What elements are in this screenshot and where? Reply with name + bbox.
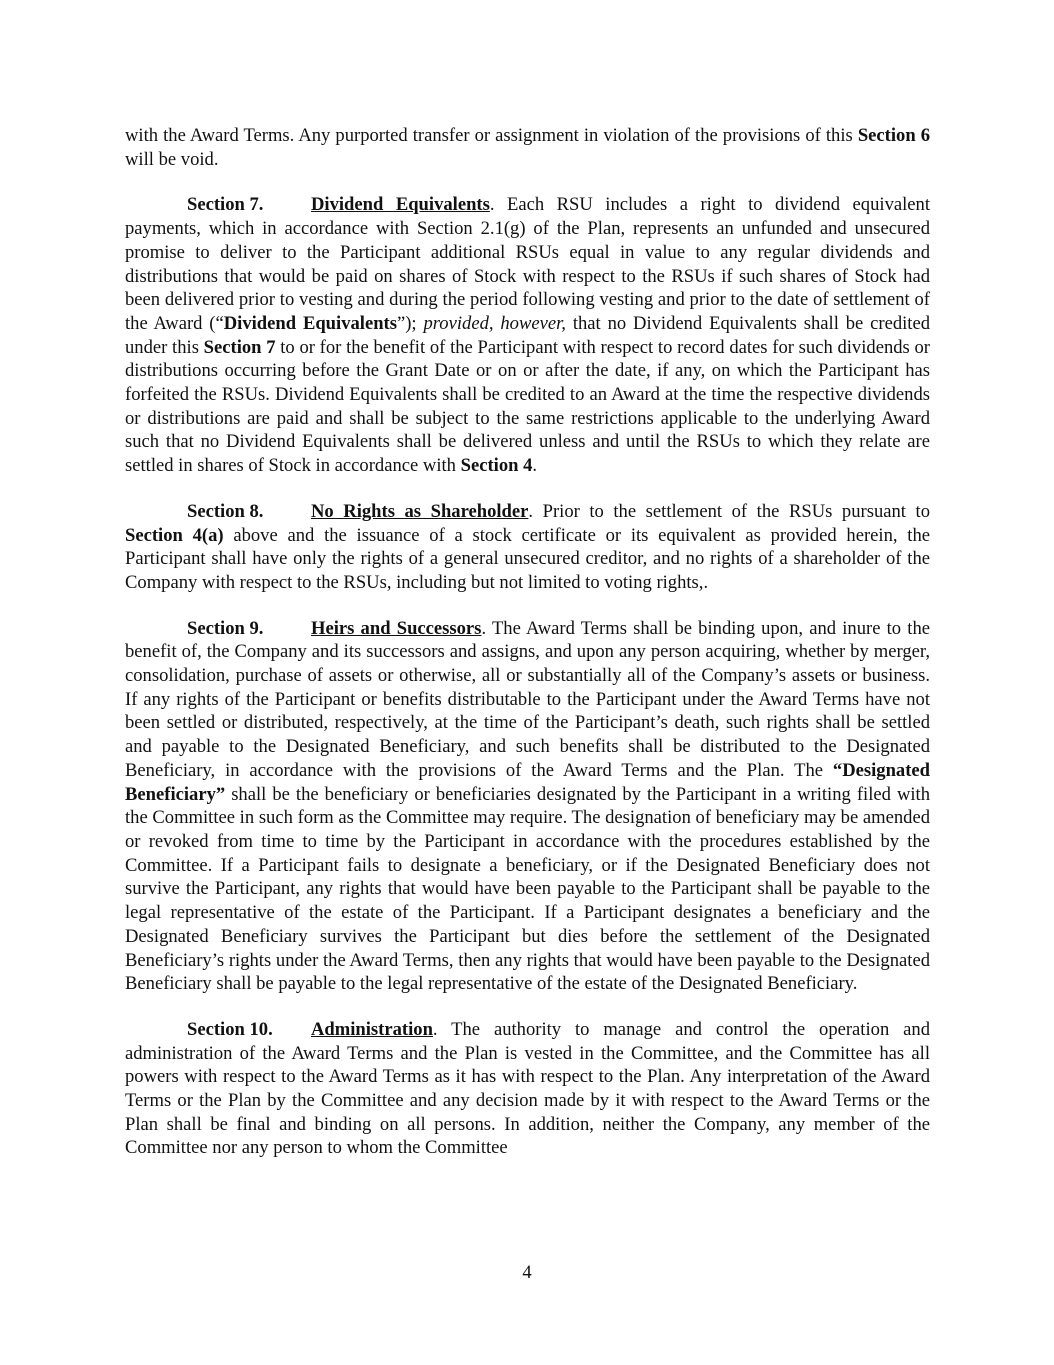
section-8-text: above and the issuance of a stock certificate or its equivalent as provided herein, the Participant shall have only the rights of a general unsecured creditor, and no rights of a shareholder of the Company with respect to the RSUs, including but not limited to voting rights,. (125, 524, 930, 593)
section-9-paragraph (125, 617, 930, 996)
section-7-text: ”); (396, 312, 424, 334)
section-9-text: . The Award Terms shall be binding upon, and inure to the benefit of, the Company and its successors and assigns, and upon any person acquiring, whether by merger, consolidation, purchase of assets or otherwise, all or substantially all of the Company’s assets or business. If any rights of the Participant or benefits distributable to the Participant under the Award Terms have not been settled or distributed, respectively, at the time of the Participant’s death, such rights shall be settled and payable to the Designated Beneficiary, and such benefits shall be distributed to the Designated Beneficiary, in accordance with the provisions of the Award Terms and the Plan. The (125, 617, 931, 781)
carryover-paragraph (125, 124, 930, 171)
section-7-text: . (532, 455, 538, 477)
page-number: 4 (522, 1262, 532, 1283)
section-7-heading: Dividend Equivalents (311, 194, 490, 216)
section-9-label: Section 9. (187, 617, 264, 639)
section-9-defined-term: “Designated Beneficiary” (125, 759, 930, 805)
section-10-heading: Administration (311, 1018, 433, 1040)
section-7-defined-term: Dividend Equivalents (223, 312, 397, 334)
document-page (125, 124, 930, 1182)
section-10-text: . The authority to manage and control the operation and administration of the Award Terms and the Plan is vested in the Committee, and the Committee has all powers with respect to the Award Terms as it has with respect to the Plan. Any interpretation of the Award Terms or the Plan by the Committee and any decision made by it with respect to the Award Terms or the Plan shall be final and binding on all persons. In addition, neither the Company, any member of the Committee nor any person to whom the Committee (125, 1018, 930, 1159)
section-8-text: . Prior to the settlement of the RSUs pursuant to (528, 500, 930, 522)
section-7-text: . Each RSU includes a right to dividend equivalent payments, which in accordance with Section 2.1(g) of the Plan, represents an unfunded and unsecured promise to deliver to the Participant additional RSUs equal in value to any regular dividends and distributions that would be paid on shares of Stock with respect to the RSUs if such shares of Stock had been delivered prior to vesting and during the period following vesting and prior to the date of settlement of the Award (“ (125, 194, 931, 334)
section-10-paragraph (125, 1018, 930, 1160)
section-8-heading: No Rights as Shareholder (311, 500, 529, 522)
section-10-label: Section 10. (187, 1018, 273, 1040)
section-8-label: Section 8. (187, 500, 264, 522)
carryover-section-ref: Section 6 (857, 125, 931, 146)
section-7-section-ref: Section 4 (460, 455, 533, 477)
section-7-paragraph (125, 193, 930, 477)
section-7-section-ref: Section 7 (203, 336, 276, 358)
carryover-text-end: will be void. (125, 148, 219, 170)
section-8-paragraph (125, 500, 930, 595)
section-7-proviso: provided, however, (423, 312, 566, 334)
carryover-text: with the Award Terms. Any purported transfer or assignment in violation of the provisions of this (125, 125, 858, 146)
section-8-section-ref: Section 4(a) (125, 524, 224, 546)
section-7-text: to or for the benefit of the Participant with respect to record dates for such dividends or distributions occurring before the Grant Date or on or after the date, if any, on which the Participant has forfeited the RSUs. Dividend Equivalents shall be credited to an Award at the time the respective dividends or distributions are paid and shall be subject to the same restrictions applicable to the underlying Award such that no Dividend Equivalents shall be delivered unless and until the RSUs to which they relate are settled in shares of Stock in accordance with (125, 336, 930, 477)
section-9-text: shall be the beneficiary or beneficiaries designated by the Participant in a writing filed with the Committee in such form as the Committee may require. The designation of beneficiary may be amended or revoked from time to time by the Participant in accordance with the procedures established by the Committee. If a Participant fails to designate a beneficiary, or if the Designated Beneficiary does not survive the Participant, any rights that would have been payable to the Participant shall be payable to the legal representative of the estate of the Participant. If a Participant designates a beneficiary and the Designated Beneficiary survives the Participant but dies before the settlement of the Designated Beneficiary’s rights under the Award Terms, then any rights that would have been payable to the Designated Beneficiary shall be payable to the legal representative of the estate of the Designated Beneficiary. (125, 783, 930, 995)
section-7-label: Section 7. (187, 194, 264, 216)
section-7-text: that no Dividend Equivalents shall be credited under this (125, 312, 931, 358)
section-9-heading: Heirs and Successors (311, 617, 482, 639)
